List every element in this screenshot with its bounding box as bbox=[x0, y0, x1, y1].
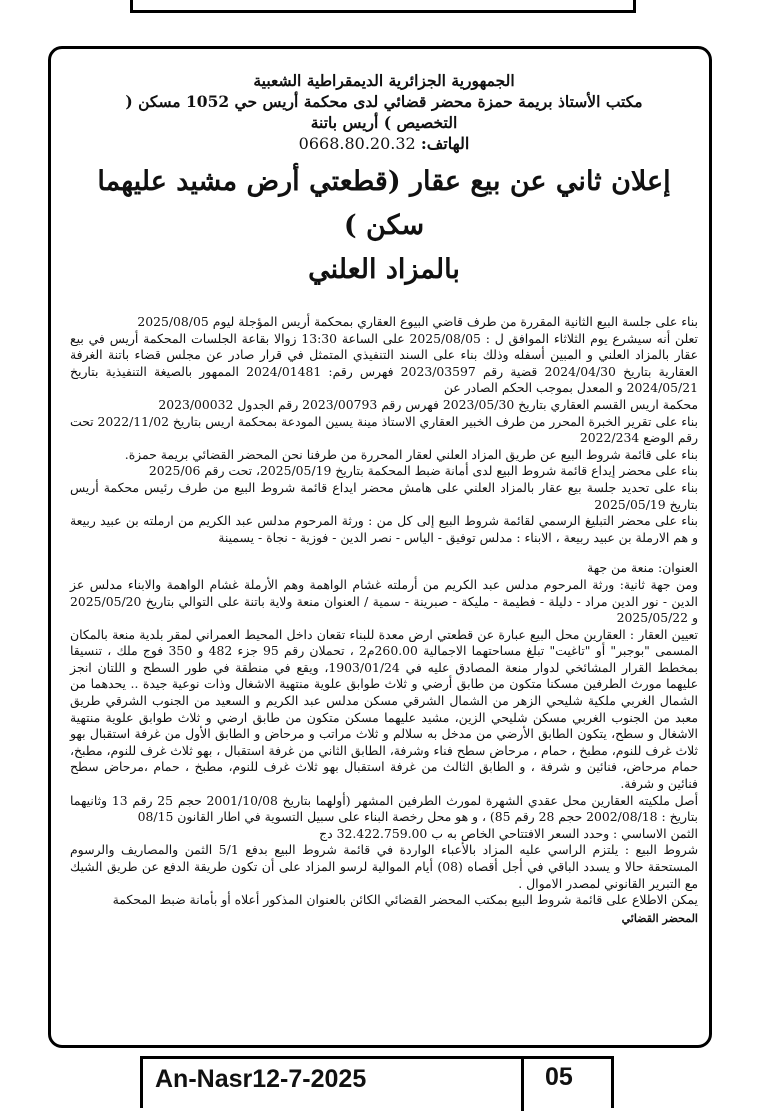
header-office-line1: مكتب الأستاذ بريمة حمزة محضر قضائي لدى محكمة أريس حي 1052 مسكن ( bbox=[125, 92, 643, 111]
header-republic: الجمهورية الجزائرية الديمقراطية الشعبية bbox=[253, 71, 515, 90]
section-gap bbox=[70, 546, 698, 560]
body-paragraph: بناء على جلسة البيع الثانية المقررة من طرف قاضي البيوع العقاري بمحكمة أريس المؤجلة ليوم 2025/08/05 bbox=[137, 314, 698, 329]
header-phone bbox=[70, 133, 698, 154]
publication-date: An-Nasr12-7-2025 bbox=[155, 1065, 367, 1093]
body-paragraph: بناء على محضر التبليغ الرسمي لقائمة شروط البيع إلى كل من : ورثة المرحوم مدلس عبد الكريم من ارملته بن عبيد ربيعة و هم الارملة بن عبيد ربيعة ، الابناء : مدلس توفيق - الياس - نصر الدين - فوزية - نجاة - يسمينة bbox=[70, 513, 698, 545]
footer-box bbox=[140, 1056, 614, 1108]
header-office-line2: التخصيص ) أريس باتنة bbox=[310, 113, 458, 132]
footer-divider bbox=[521, 1059, 524, 1111]
property-details-section bbox=[70, 560, 698, 908]
phone-label: الهاتف: bbox=[420, 134, 470, 153]
announcement-content bbox=[70, 70, 698, 1038]
signature: المحضر القضائي bbox=[621, 911, 698, 925]
body-paragraph: بناء على تحديد جلسة بيع عقار بالمزاد العلني على هامش محضر ايداع قائمة شروط البيع من طرف رئيس محكمة أريس بتاريخ 2025/05/19 bbox=[70, 479, 698, 512]
body-paragraph: بناء على قائمة شروط البيع عن طريق المزاد العلني لعقار المحررة من طرفنا نحن المحضر القضائي بريمة حمزة. bbox=[124, 446, 698, 462]
body-paragraph: تعلن أنه سيشرع يوم الثلاثاء الموافق ل : 2025/08/05 على الساعة 13:30 زوالا بقاعة الجلسات المحكمة أريس في بيع عقار بالمزاد العلني و المبين أسفله وذلك بناء على السند التنفيذي المتمثل في قرار صادر عن مجلس قضاء باتنة الغرفة العقارية بتاريخ 2024/04/30 قضية رقم 2023/03597 فهرس رقم: 2024/01481 الممهور بالصيغة التنفيذية بتاريخ 2024/05/21 و المعدل بموجب الحكم الصادر عن bbox=[70, 330, 698, 396]
body-paragraph: يمكن الاطلاع على قائمة شروط البيع بمكتب المحضر القضائي الكائن بالعنوان المذكور أعلاه أو بأمانة ضبط المحكمة bbox=[112, 892, 698, 908]
announcement-title bbox=[70, 160, 698, 292]
top-border-box bbox=[130, 0, 636, 13]
body-paragraph: تعيين العقار : العقارين محل البيع عبارة عن قطعتي ارض معدة للبناء تقعان داخل المحيط العمراني لمقر بلدية منعة بالمكان المسمى "بوجبر" أو "تاغيت" تبلغ مساحتهما الاجمالية 260.00م2 ، تحملان رقم 95 جزء 482 و 350 فوج ملك ، تنسيقا بمخطط القرار المشائخي لدوار منعة المصادق عليه في 1903/01/24، ويقع في منطقة في طور السطح و اللتان انجز عليهما مورث الطرفين مسكنا متكون من طابق أرضي و ثلاث طوابق علوية منتهية الاشغال وذات نوعية جيدة .. يحدهما من الشمال الغربي ملكية شليحي الزهر من الشمال الشرقي مسكن مدلس عبد الكريم و السعيد من الجنوب الشرقي طريق معبد من الجنوب الغربي مسكن شليحي الزين، مشيد عليهما مسكن متكون من طابق ارضي و ثلاث طوابق علوية منتهية الاشغال و سطح، يتكون الطابق الأرضي من مدخل به سلالم و ثلاث مراتب و مرحاض و الطابق الأول من غرفة استقبال بهو ثلاث غرف للنوم، مطبخ ، حمام ، مرحاض سطح فناء وشرفة، الطابق الثاني من غرفة استقبال ، بهو ثلاث غرف للنوم، مطبخ، حمام مرحاض، فنائين و شرفة ، و الطابق الثالث من غرفة استقبال بهو ثلاث غرف للنوم، مطبخ ، حمام ،مرحاض سطح فنائين و شرفة. bbox=[70, 626, 699, 792]
body-paragraph: الثمن الاساسي : وحدد السعر الافتتاحي الخاص به ب 32.422.759.00 دج bbox=[319, 825, 698, 841]
body-paragraph: ومن جهة ثانية: ورثة المرحوم مدلس عبد الكريم من أرملته غشام الواهمة وهم الأرملة غشام الواهمة والابناء مدلس عز الدين - نور الدين مراد - دليلة - فطيمة - مليكة - صبرينة - سمية / العنوان منعة ولاية باتنة على التوالي بتاريخ 2025/05/20 و 2025/05/22 bbox=[70, 576, 698, 626]
body-paragraph: بناء على تقرير الخبرة المحرر من طرف الخبير العقاري الاستاذ مينة يسين المودعة بمحكمة اريس بتاريخ 2022/11/02 تحت رقم الوضع 2022/234 bbox=[69, 413, 698, 446]
page-number: 05 bbox=[545, 1063, 573, 1091]
body-paragraph: شروط البيع : يلتزم الراسي عليه المزاد بالأعباء الواردة في قائمة شروط البيع بدفع 5/1 الثمن والمصاريف والرسوم المستحقة حالا و يسدد الباقي في أجل أقصاه (08) أيام الموالية لرسو المزاد على أن تكون طريقة الدفع عن طريق الشيك مع التبرير القانوني لمصدر الاموال . bbox=[70, 842, 698, 891]
title-line1: إعلان ثاني عن بيع عقار (قطعتي أرض مشيد عليهما سكن ) bbox=[97, 166, 671, 241]
body-paragraph: العنوان: منعة من جهة bbox=[587, 560, 698, 576]
body-paragraph: بناء على محضر إيداع قائمة شروط البيع لدى أمانة ضبط المحكمة بتاريخ 2025/05/19، تحت رقم 2025/06 bbox=[148, 463, 698, 479]
phone-value: 0668.80.20.32 bbox=[298, 134, 416, 153]
title-line2: بالمزاد العلني bbox=[308, 254, 460, 285]
body-paragraph: أصل ملكيته العقارين محل عقدي الشهرة لمورث الطرفين المشهر (أولهما بتاريخ 2001/10/08 حجم 25 رقم 13 وثانيهما بتاريخ : 2002/08/18 حجم 28 رقم 85) ، و هو محل رخصة البناء على سبيل التسوية في اطار القانون 08/15 bbox=[70, 792, 699, 825]
legal-basis-section bbox=[70, 314, 698, 546]
body-paragraph: محكمة اريس القسم العقاري بتاريخ 2023/05/30 فهرس رقم 2023/00793 رقم الجدول 2023/00032 bbox=[158, 396, 698, 412]
